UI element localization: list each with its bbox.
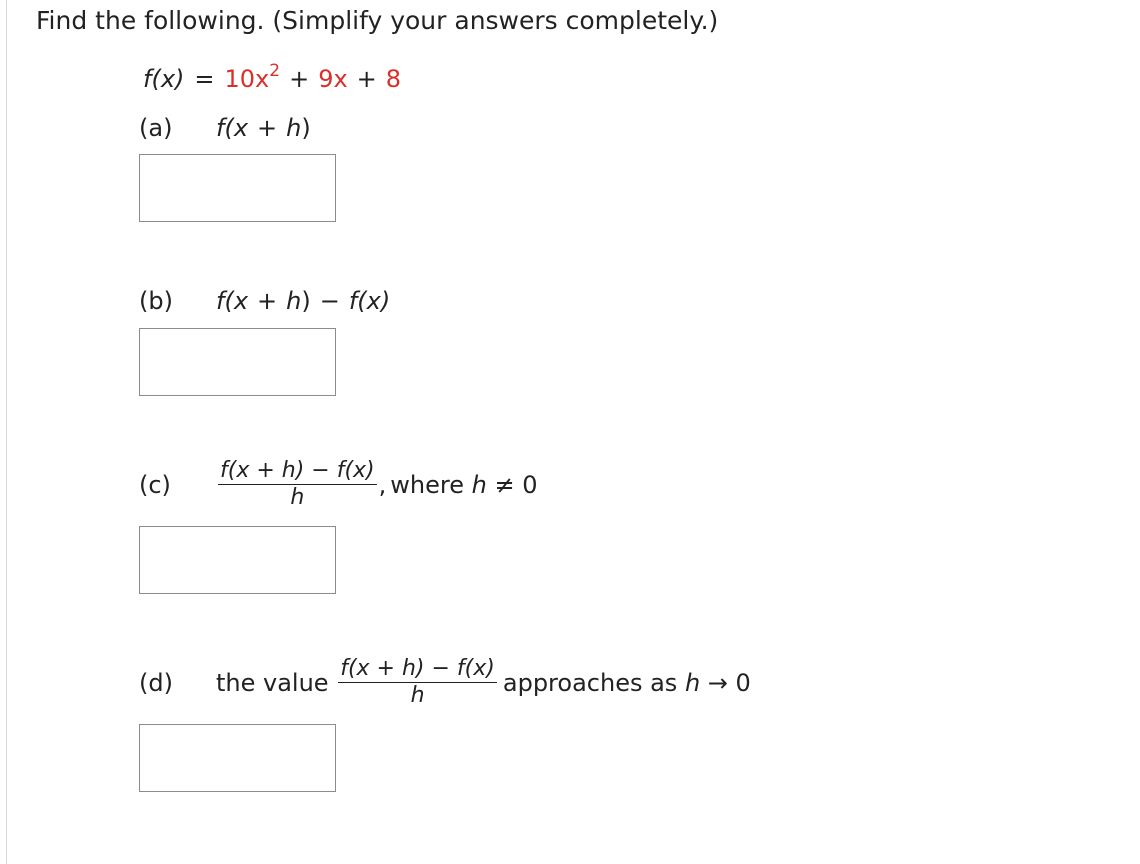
- answer-input-a[interactable]: [139, 154, 336, 222]
- part-b-close: ): [301, 287, 311, 315]
- part-b-plus: +: [257, 287, 278, 315]
- term3: 8: [385, 65, 402, 93]
- part-d-label: (d): [139, 668, 173, 697]
- part-a-f: f: [216, 114, 225, 142]
- part-c-where: where: [390, 470, 465, 499]
- part-a-h: h: [286, 114, 302, 142]
- answer-input-d[interactable]: [139, 724, 336, 792]
- term1: 10x: [224, 65, 270, 93]
- part-b-h: h: [286, 287, 302, 315]
- part-d-prompt: [139, 656, 751, 709]
- term2: 9x: [318, 65, 348, 93]
- part-c-numerator: f(x + h) − f(x): [220, 458, 375, 483]
- part-d-limit-rest: → 0: [707, 668, 751, 697]
- part-c-fraction: [218, 458, 377, 511]
- term1-exponent: 2: [269, 61, 281, 81]
- answer-input-c[interactable]: [139, 526, 336, 594]
- part-c-prompt: [139, 458, 538, 511]
- part-d-prefix: the value: [216, 668, 329, 697]
- part-c-denominator: h: [290, 485, 305, 510]
- part-c-cond-var: h: [471, 470, 487, 499]
- part-b-prompt: [139, 284, 390, 318]
- part-b-fx2: f(x): [348, 287, 391, 315]
- part-c-cond-rest: ≠ 0: [494, 470, 538, 499]
- part-d-fraction: [338, 656, 497, 709]
- part-d-suffix: approaches as: [502, 668, 678, 697]
- part-d-limit-var: h: [684, 668, 701, 697]
- part-a-close: ): [301, 114, 311, 142]
- part-c-label: (c): [139, 470, 171, 499]
- part-c-comma: ,: [378, 470, 387, 499]
- function-lhs: f(x): [143, 65, 185, 93]
- left-border: [6, 0, 7, 864]
- part-d-numerator: f(x + h) − f(x): [340, 656, 495, 681]
- function-expression: [224, 61, 402, 93]
- plus-sign-2: +: [356, 65, 377, 93]
- answer-input-b[interactable]: [139, 328, 336, 396]
- part-d-denominator: h: [410, 683, 425, 708]
- part-a-expression: [216, 111, 311, 145]
- part-a-plus: +: [257, 114, 278, 142]
- part-a-open: (x: [224, 114, 249, 142]
- function-definition: [143, 56, 401, 96]
- part-b-label: (b): [139, 287, 173, 315]
- equals-sign: =: [194, 65, 215, 93]
- plus-sign-1: +: [289, 65, 310, 93]
- part-b-fx: f(x: [216, 287, 249, 315]
- part-a-label: (a): [139, 114, 173, 142]
- part-b-expression: [216, 284, 390, 318]
- part-b-minus: −: [319, 287, 340, 315]
- instructions-text: Find the following. (Simplify your answers completely.): [36, 6, 719, 35]
- part-a-prompt: [139, 111, 311, 145]
